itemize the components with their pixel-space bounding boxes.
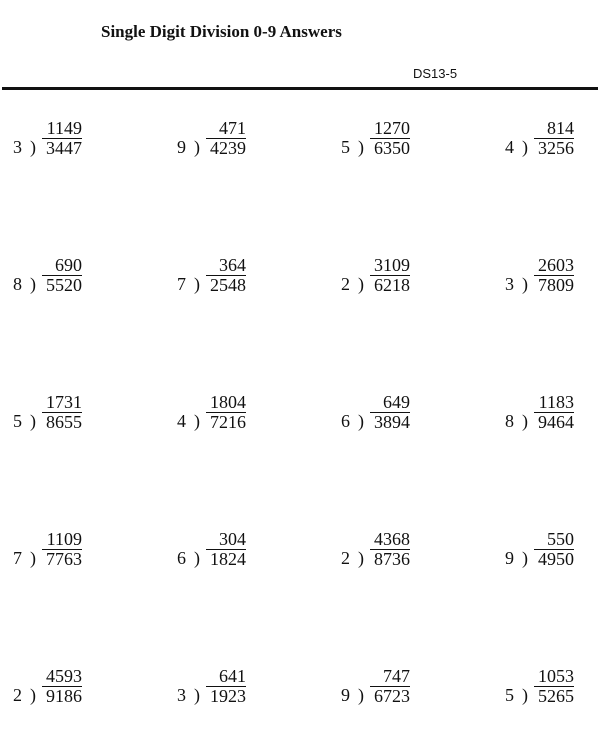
division-bracket: ) bbox=[522, 548, 528, 568]
division-problem bbox=[106, 119, 246, 159]
division-problem bbox=[0, 667, 82, 707]
quotient: 814 bbox=[547, 118, 574, 138]
quotient: 1270 bbox=[374, 118, 410, 138]
quotient: 4593 bbox=[46, 666, 82, 686]
dividend: 8655 bbox=[42, 412, 82, 431]
dividend: 1923 bbox=[206, 686, 246, 705]
division-bracket: ) bbox=[194, 685, 200, 705]
quotient: 690 bbox=[55, 255, 82, 275]
division-bracket: ) bbox=[194, 548, 200, 568]
division-bracket: ) bbox=[358, 685, 364, 705]
division-bracket: ) bbox=[522, 137, 528, 157]
dividend: 1824 bbox=[206, 549, 246, 568]
divisor: 7 bbox=[13, 548, 22, 568]
divisor: 9 bbox=[341, 685, 350, 705]
quotient: 649 bbox=[383, 392, 410, 412]
divisor: 2 bbox=[341, 548, 350, 568]
divisor: 8 bbox=[13, 274, 22, 294]
quotient: 4368 bbox=[374, 529, 410, 549]
dividend: 3256 bbox=[534, 138, 574, 157]
dividend: 4239 bbox=[206, 138, 246, 157]
header-divider bbox=[2, 87, 598, 90]
dividend: 7216 bbox=[206, 412, 246, 431]
division-bracket: ) bbox=[194, 411, 200, 431]
division-bracket: ) bbox=[30, 137, 36, 157]
quotient: 1731 bbox=[46, 392, 82, 412]
page-title: Single Digit Division 0-9 Answers bbox=[101, 22, 342, 41]
dividend: 6723 bbox=[370, 686, 410, 705]
division-problem bbox=[434, 667, 574, 707]
dividend: 3447 bbox=[42, 138, 82, 157]
quotient: 1109 bbox=[46, 529, 82, 549]
dividend: 3894 bbox=[370, 412, 410, 431]
dividend: 6350 bbox=[370, 138, 410, 157]
dividend: 4950 bbox=[534, 549, 574, 568]
division-problem bbox=[270, 256, 410, 296]
quotient: 1183 bbox=[538, 392, 574, 412]
division-problem bbox=[434, 256, 574, 296]
divisor: 8 bbox=[505, 411, 514, 431]
division-problem bbox=[434, 393, 574, 433]
dividend: 8736 bbox=[370, 549, 410, 568]
dividend: 7809 bbox=[534, 275, 574, 294]
division-problem bbox=[106, 393, 246, 433]
divisor: 2 bbox=[13, 685, 22, 705]
division-problem bbox=[0, 530, 82, 570]
division-bracket: ) bbox=[30, 274, 36, 294]
division-problem bbox=[270, 119, 410, 159]
divisor: 6 bbox=[177, 548, 186, 568]
quotient: 364 bbox=[219, 255, 246, 275]
division-bracket: ) bbox=[358, 274, 364, 294]
dividend: 7763 bbox=[42, 549, 82, 568]
dividend: 9186 bbox=[42, 686, 82, 705]
division-problem bbox=[270, 393, 410, 433]
division-problem bbox=[434, 119, 574, 159]
division-bracket: ) bbox=[194, 274, 200, 294]
divisor: 3 bbox=[13, 137, 22, 157]
division-bracket: ) bbox=[358, 137, 364, 157]
division-bracket: ) bbox=[30, 548, 36, 568]
divisor: 7 bbox=[177, 274, 186, 294]
division-bracket: ) bbox=[522, 685, 528, 705]
quotient: 1053 bbox=[538, 666, 574, 686]
division-bracket: ) bbox=[522, 411, 528, 431]
divisor: 3 bbox=[505, 274, 514, 294]
quotient: 550 bbox=[547, 529, 574, 549]
division-problem bbox=[0, 393, 82, 433]
division-bracket: ) bbox=[358, 548, 364, 568]
divisor: 4 bbox=[177, 411, 186, 431]
division-problem bbox=[270, 530, 410, 570]
quotient: 471 bbox=[219, 118, 246, 138]
divisor: 5 bbox=[505, 685, 514, 705]
divisor: 6 bbox=[341, 411, 350, 431]
division-bracket: ) bbox=[522, 274, 528, 294]
division-problem bbox=[106, 530, 246, 570]
dividend: 5520 bbox=[42, 275, 82, 294]
divisor: 5 bbox=[13, 411, 22, 431]
quotient: 1149 bbox=[46, 118, 82, 138]
dividend: 9464 bbox=[534, 412, 574, 431]
division-bracket: ) bbox=[30, 411, 36, 431]
divisor: 3 bbox=[177, 685, 186, 705]
division-problem bbox=[0, 256, 82, 296]
dividend: 2548 bbox=[206, 275, 246, 294]
divisor: 5 bbox=[341, 137, 350, 157]
dividend: 6218 bbox=[370, 275, 410, 294]
quotient: 3109 bbox=[374, 255, 410, 275]
division-bracket: ) bbox=[194, 137, 200, 157]
quotient: 2603 bbox=[538, 255, 574, 275]
quotient: 304 bbox=[219, 529, 246, 549]
division-bracket: ) bbox=[358, 411, 364, 431]
divisor: 9 bbox=[505, 548, 514, 568]
worksheet-code: DS13-5 bbox=[413, 66, 458, 81]
division-problem bbox=[434, 530, 574, 570]
division-bracket: ) bbox=[30, 685, 36, 705]
dividend: 5265 bbox=[534, 686, 574, 705]
quotient: 641 bbox=[219, 666, 246, 686]
divisor: 4 bbox=[505, 137, 514, 157]
quotient: 747 bbox=[383, 666, 410, 686]
division-problem bbox=[0, 119, 82, 159]
divisor: 2 bbox=[341, 274, 350, 294]
division-problem bbox=[106, 256, 246, 296]
division-problem bbox=[270, 667, 410, 707]
divisor: 9 bbox=[177, 137, 186, 157]
division-problem bbox=[106, 667, 246, 707]
quotient: 1804 bbox=[210, 392, 246, 412]
